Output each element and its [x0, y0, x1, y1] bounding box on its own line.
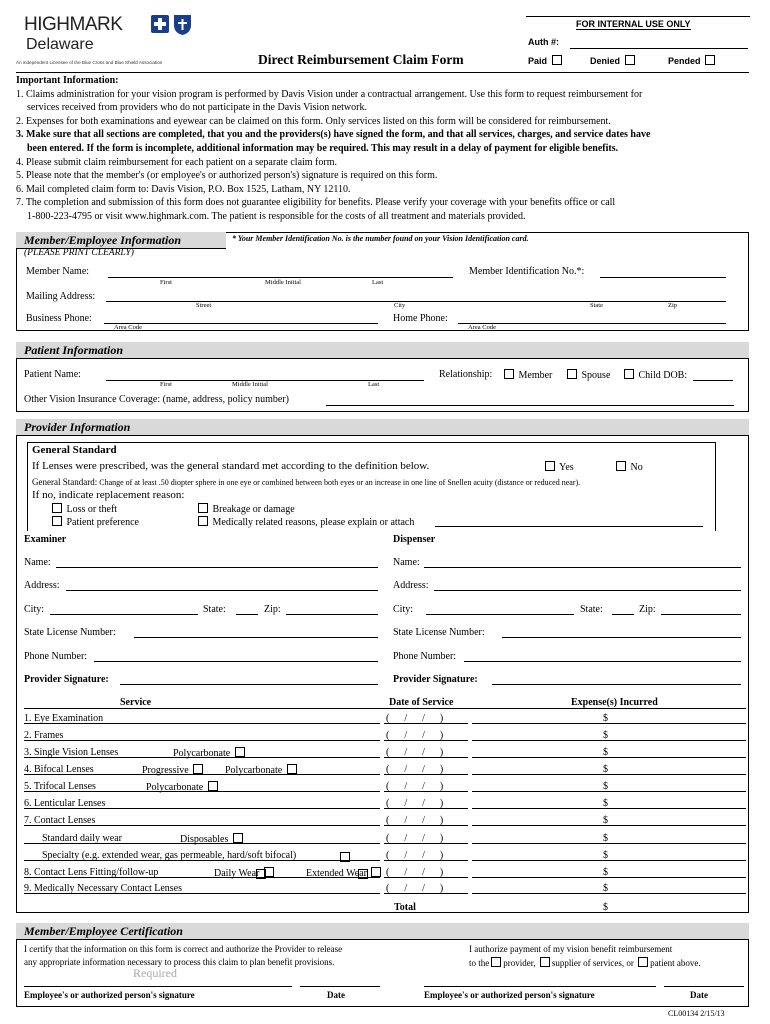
auth-line[interactable] — [570, 48, 748, 49]
area-code-caption: Area Code — [468, 324, 496, 331]
service-column-header: Service — [120, 697, 152, 708]
examiner-state-line[interactable] — [236, 614, 258, 615]
cert-left-line1: I certify that the information on this form is correct and authorize the Provider to release — [24, 944, 343, 954]
other-coverage-line[interactable] — [326, 405, 734, 406]
expense-line[interactable] — [472, 860, 746, 861]
service-date-line — [384, 723, 468, 724]
yes-label: Yes — [559, 462, 574, 473]
expense-dollar: $ — [603, 713, 608, 724]
patient-payee-label: patient above. — [650, 958, 701, 968]
medical-checkbox[interactable] — [198, 516, 208, 526]
pended-checkbox[interactable] — [705, 55, 715, 65]
supplier-payee-checkbox[interactable] — [540, 957, 550, 967]
reason-label: Patient preference — [66, 517, 139, 528]
provider-heading: Provider Information — [16, 419, 749, 436]
reason-label: Loss or theft — [66, 504, 118, 515]
zip-caption: Zip — [668, 302, 678, 309]
reason-loss[interactable] — [50, 503, 117, 515]
service-row-line — [24, 860, 380, 861]
dispenser-address-line[interactable] — [434, 590, 741, 591]
service-date-field[interactable]: ( / / ) — [386, 798, 444, 809]
if-no-label: If no, indicate replacement reason: — [32, 489, 185, 501]
last-caption: Last — [368, 381, 380, 388]
expense-dollar: $ — [603, 781, 608, 792]
service-date-line — [384, 877, 468, 878]
service-date-line — [384, 757, 468, 758]
service-row-line — [24, 723, 380, 724]
service-date-line — [384, 825, 468, 826]
denied-checkbox[interactable] — [625, 55, 635, 65]
expense-line[interactable] — [472, 808, 746, 809]
mi-caption: Middle Initial — [232, 381, 268, 388]
info-line: 7. The completion and submission of this form does not guarantee eligibility for benefits. Please verify your coverage with your benefits office or call — [16, 197, 616, 209]
child-checkbox[interactable] — [624, 369, 634, 379]
service-date-line — [384, 774, 468, 775]
reason-label: Medically related reasons, please explain or attach — [212, 517, 415, 528]
spouse-option-label: Spouse — [581, 370, 611, 381]
option-checkbox[interactable] — [208, 781, 218, 791]
expense-line[interactable] — [472, 757, 746, 758]
cert-left-date-line[interactable] — [300, 986, 380, 987]
important-heading: Important Information: — [16, 75, 119, 86]
cert-left-signature-caption: Employee's or authorized person's signature — [24, 990, 195, 1000]
relationship-spouse[interactable] — [565, 369, 610, 381]
service-date-field[interactable]: ( / / ) — [386, 781, 444, 792]
reason-breakage[interactable] — [196, 503, 295, 515]
gs-definition — [32, 477, 580, 487]
examiner-address-label: Address: — [24, 580, 60, 591]
pended-label: Pended — [668, 56, 701, 66]
reason-preference[interactable] — [50, 516, 139, 528]
service-date-line — [384, 808, 468, 809]
city-caption: City — [394, 302, 406, 309]
service-date-line — [384, 843, 468, 844]
dispenser-address-label: Address: — [393, 580, 429, 591]
gs-no[interactable] — [614, 461, 643, 473]
info-line: 6. Mail completed claim form to: Davis Vision, P.O. Box 1525, Latham, NY 12110. — [16, 183, 351, 195]
dispenser-signature-label: Provider Signature: — [393, 674, 478, 685]
service-row-label: 4. Bifocal Lenses — [24, 764, 94, 775]
option-checkbox[interactable] — [235, 747, 245, 757]
gs-yes[interactable] — [543, 461, 574, 473]
service-row-label: Standard daily wear — [42, 833, 122, 844]
expense-line[interactable] — [472, 877, 746, 878]
required-placeholder[interactable]: Required — [133, 966, 177, 980]
daily-wear-checkbox[interactable] — [256, 869, 266, 879]
logo-brand: HIGHMARK — [24, 14, 123, 35]
expense-dollar: $ — [603, 730, 608, 741]
expense-line[interactable] — [472, 893, 746, 894]
service-row-label: 9. Medically Necessary Contact Lenses — [24, 883, 183, 894]
home-phone-label: Home Phone: — [393, 313, 448, 324]
examiner-city-line[interactable] — [50, 614, 198, 615]
service-row-label: 7. Contact Lenses — [24, 815, 96, 826]
service-option[interactable] — [214, 867, 276, 879]
member-heading: Member/Employee Information — [16, 232, 226, 249]
service-row-line — [24, 808, 380, 809]
certification-heading: Member/Employee Certification — [16, 923, 749, 940]
examiner-license-line[interactable] — [134, 637, 378, 638]
dispenser-license-line[interactable] — [502, 637, 741, 638]
expense-dollar: $ — [603, 815, 608, 826]
service-date-field[interactable]: ( / / ) — [386, 815, 444, 826]
provider-payee-checkbox[interactable] — [491, 957, 501, 967]
gs-title: General Standard — [32, 444, 117, 456]
service-option[interactable] — [225, 764, 299, 776]
service-row-line — [24, 740, 380, 741]
expense-dollar: $ — [603, 764, 608, 775]
option-label: Daily Wear — [214, 868, 260, 879]
examiner-state-label: State: — [203, 604, 226, 615]
dispenser-state-label: State: — [580, 604, 603, 615]
dispenser-state-line[interactable] — [612, 614, 634, 615]
home-phone-line[interactable] — [458, 323, 726, 324]
no-label: No — [630, 462, 643, 473]
info-line: 2. Expenses for both examinations and eyewear can be claimed on this form. Only services listed on this form will be considered for reimbursement. — [16, 115, 611, 127]
member-id-label: Member Identification No.*: — [469, 266, 585, 277]
patient-name-label: Patient Name: — [24, 369, 81, 380]
cert-right-line2 — [469, 957, 701, 968]
service-row-label: 6. Lenticular Lenses — [24, 798, 106, 809]
cert-right-signature-caption: Employee's or authorized person's signature — [424, 990, 595, 1000]
service-date-line — [384, 860, 468, 861]
relationship-label: Relationship: — [439, 369, 493, 380]
mailing-label: Mailing Address: — [26, 291, 96, 302]
cert-right-signature-line[interactable] — [424, 986, 656, 987]
relationship-member[interactable] — [502, 369, 552, 381]
form-code-footer: CL00134 2/15/13 — [668, 1009, 725, 1018]
expense-line[interactable] — [472, 791, 746, 792]
internal-header: FOR INTERNAL USE ONLY — [576, 19, 691, 29]
supplier-payee-label: supplier of services, or — [551, 958, 634, 968]
form-title: Direct Reimbursement Claim Form — [258, 52, 464, 67]
option-label: Extended Wear — [306, 868, 367, 879]
expense-dollar: $ — [603, 747, 608, 758]
expense-column-header: Expense(s) Incurred — [571, 697, 658, 708]
service-date-field[interactable]: ( / / ) — [386, 833, 444, 844]
service-date-field[interactable]: ( / / ) — [386, 867, 444, 878]
total-label: Total — [394, 902, 416, 913]
dispenser-name-line[interactable] — [424, 567, 741, 568]
denied-option[interactable] — [590, 55, 637, 66]
print-clearly: (PLEASE PRINT CLEARLY) — [24, 248, 134, 258]
examiner-address-line[interactable] — [66, 590, 378, 591]
gs-def-label: General Standard: — [32, 477, 98, 487]
examiner-city-label: City: — [24, 604, 45, 615]
dispenser-phone-label: Phone Number: — [393, 651, 457, 662]
option-label: Progressive — [142, 765, 189, 776]
total-dollar: $ — [603, 902, 608, 913]
option-checkbox[interactable] — [371, 867, 381, 877]
specialty-checkbox[interactable] — [340, 852, 350, 862]
examiner-phone-label: Phone Number: — [24, 651, 88, 662]
paid-checkbox[interactable] — [552, 55, 562, 65]
expense-line[interactable] — [472, 843, 746, 844]
option-checkbox[interactable] — [193, 764, 203, 774]
first-caption: First — [160, 381, 172, 388]
loss-checkbox[interactable] — [52, 503, 62, 513]
service-row-label: 2. Frames — [24, 730, 64, 741]
service-row-label: Specialty (e.g. extended wear, gas permeable, hard/soft bifocal) — [42, 850, 297, 861]
service-option[interactable] — [173, 747, 247, 759]
important-info — [16, 72, 749, 224]
examiner-heading: Examiner — [24, 534, 67, 545]
cert-left-line2: any appropriate information necessary to process this claim to plan benefit provisions. — [24, 957, 335, 967]
no-checkbox[interactable] — [616, 461, 626, 471]
service-row-label: 1. Eye Examination — [24, 713, 104, 724]
info-line: been entered. If the form is incomplete, additional information may be required. This may result in a delay of payment for eligible benefits. — [27, 142, 619, 154]
service-row-label: 5. Trifocal Lenses — [24, 781, 96, 792]
member-name-label: Member Name: — [26, 266, 90, 277]
examiner-phone-line[interactable] — [94, 661, 378, 662]
expense-dollar: $ — [603, 850, 608, 861]
info-line: 1. Claims administration for your vision program is performed by Davis Vision under a contractual arrangement. Use this form to request reimbursement for — [16, 88, 643, 100]
dispenser-phone-line[interactable] — [464, 661, 741, 662]
member-id-line[interactable] — [600, 277, 726, 278]
street-caption: Street — [196, 302, 212, 309]
service-date-field[interactable]: ( / / ) — [386, 764, 444, 775]
reason-medical[interactable] — [196, 516, 414, 528]
expense-line[interactable] — [472, 723, 746, 724]
dispenser-city-label: City: — [393, 604, 414, 615]
cross-shield-icon — [150, 14, 194, 36]
child-option-label: Child DOB: — [638, 370, 688, 381]
expense-line[interactable] — [472, 774, 746, 775]
yes-checkbox[interactable] — [545, 461, 555, 471]
option-label: Polycarbonate — [146, 782, 204, 793]
expense-line[interactable] — [472, 740, 746, 741]
option-checkbox[interactable] — [287, 764, 297, 774]
member-id-note: * Your Member Identification No. is the number found on your Vision Identification card. — [232, 234, 529, 243]
expense-line[interactable] — [472, 825, 746, 826]
expense-dollar: $ — [603, 833, 608, 844]
date-column-header: Date of Service — [389, 697, 454, 708]
examiner-signature-line[interactable] — [120, 684, 378, 685]
auth-label: Auth #: — [528, 37, 559, 47]
service-date-field[interactable]: ( / / ) — [386, 850, 444, 861]
member-name-line[interactable] — [108, 277, 453, 278]
extended-wear-checkbox[interactable] — [358, 869, 368, 879]
spouse-checkbox[interactable] — [567, 369, 577, 379]
option-label: Polycarbonate — [173, 748, 231, 759]
dispenser-signature-line[interactable] — [492, 684, 741, 685]
patient-heading: Patient Information — [16, 342, 749, 359]
child-dob-line[interactable] — [693, 380, 733, 381]
patient-payee-checkbox[interactable] — [638, 957, 648, 967]
last-caption: Last — [372, 279, 384, 286]
business-phone-line[interactable] — [104, 323, 378, 324]
examiner-signature-label: Provider Signature: — [24, 674, 109, 685]
pended-option[interactable] — [668, 55, 717, 66]
expense-dollar: $ — [603, 867, 608, 878]
info-line: 1-800-223-4795 or visit www.highmark.com. The patient is responsible for the costs of all treatment and materials provided. — [27, 210, 526, 222]
info-line: 4. Please submit claim reimbursement for each patient on a separate claim form. — [16, 156, 337, 168]
provider-payee-label: provider, — [503, 958, 536, 968]
service-option[interactable] — [180, 833, 245, 845]
cert-right-date-line[interactable] — [664, 986, 744, 987]
service-row-line — [24, 825, 380, 826]
gs-question: If Lenses were prescribed, was the general standard met according to the definition below. — [32, 460, 430, 472]
mi-caption: Middle Initial — [265, 279, 301, 286]
logo-region: Delaware — [26, 36, 94, 53]
dispenser-license-label: State License Number: — [393, 627, 485, 638]
service-option[interactable] — [306, 867, 383, 879]
option-label: Disposables — [180, 834, 229, 845]
expense-dollar: $ — [603, 883, 608, 894]
examiner-name-label: Name: — [24, 557, 51, 568]
service-date-line — [384, 893, 468, 894]
service-date-field[interactable]: ( / / ) — [386, 747, 444, 758]
service-date-field[interactable]: ( / / ) — [386, 713, 444, 724]
medical-explain-line[interactable] — [435, 526, 703, 527]
service-date-field[interactable]: ( / / ) — [386, 883, 444, 894]
preference-checkbox[interactable] — [52, 516, 62, 526]
service-date-line — [384, 791, 468, 792]
service-option[interactable] — [146, 781, 220, 793]
examiner-license-label: State License Number: — [24, 627, 116, 638]
paid-label: Paid — [528, 56, 548, 66]
services-header-rule — [24, 708, 746, 709]
first-caption: First — [160, 279, 172, 286]
cert-right-date-caption: Date — [690, 990, 708, 1000]
reason-label: Breakage or damage — [212, 504, 295, 515]
dispenser-city-line[interactable] — [426, 614, 574, 615]
denied-label: Denied — [590, 56, 621, 66]
paid-option[interactable] — [528, 55, 564, 66]
state-caption: State — [590, 302, 603, 309]
service-row-line — [24, 893, 380, 894]
dispenser-zip-line[interactable] — [661, 614, 741, 615]
member-option-label: Member — [518, 370, 553, 381]
internal-use-box — [526, 16, 750, 67]
service-option[interactable] — [142, 764, 205, 776]
option-label: Polycarbonate — [225, 765, 283, 776]
relationship-child[interactable] — [622, 369, 687, 381]
service-row-label: 3. Single Vision Lenses — [24, 747, 119, 758]
cert-left-signature-line[interactable] — [24, 986, 292, 987]
member-checkbox[interactable] — [504, 369, 514, 379]
service-date-field[interactable]: ( / / ) — [386, 730, 444, 741]
breakage-checkbox[interactable] — [198, 503, 208, 513]
service-row-label: 8. Contact Lens Fitting/follow-up — [24, 867, 159, 878]
examiner-zip-line[interactable] — [286, 614, 378, 615]
dispenser-heading: Dispenser — [393, 534, 436, 545]
total-line[interactable] — [612, 912, 746, 913]
dispenser-name-label: Name: — [393, 557, 420, 568]
examiner-name-line[interactable] — [56, 567, 378, 568]
info-line: services received from providers who do not participate in the Davis Vision network. — [27, 102, 367, 114]
gs-def-text: Change of at least .50 diopter sphere in one eye or combined between both eyes or an increase in one line of Snellen acuity (distance or reduced near). — [99, 478, 581, 487]
info-line: 3. Make sure that all sections are completed, that you and the providers(s) have signed the form, and that all services, charges, and service dates have — [16, 129, 651, 141]
service-date-line — [384, 740, 468, 741]
examiner-zip-label: Zip: — [264, 604, 281, 615]
cert-left-date-caption: Date — [327, 990, 345, 1000]
cert-right-line1: I authorize payment of my vision benefit reimbursement — [469, 944, 673, 954]
option-checkbox[interactable] — [233, 833, 243, 843]
highmark-logo — [16, 10, 196, 68]
business-phone-label: Business Phone: — [26, 313, 92, 324]
expense-dollar: $ — [603, 798, 608, 809]
other-coverage-label: Other Vision Insurance Coverage: (name, address, policy number) — [24, 394, 289, 405]
to-the-text: to the — [469, 958, 490, 968]
dispenser-zip-label: Zip: — [639, 604, 656, 615]
logo-tagline: An independent Licensee of the Blue Cross and Blue Shield Association — [16, 60, 163, 65]
info-line: 5. Please note that the member's (or employee's or authorized person's) signature is required on this form. — [16, 170, 438, 182]
area-code-caption: Area Code — [114, 324, 142, 331]
